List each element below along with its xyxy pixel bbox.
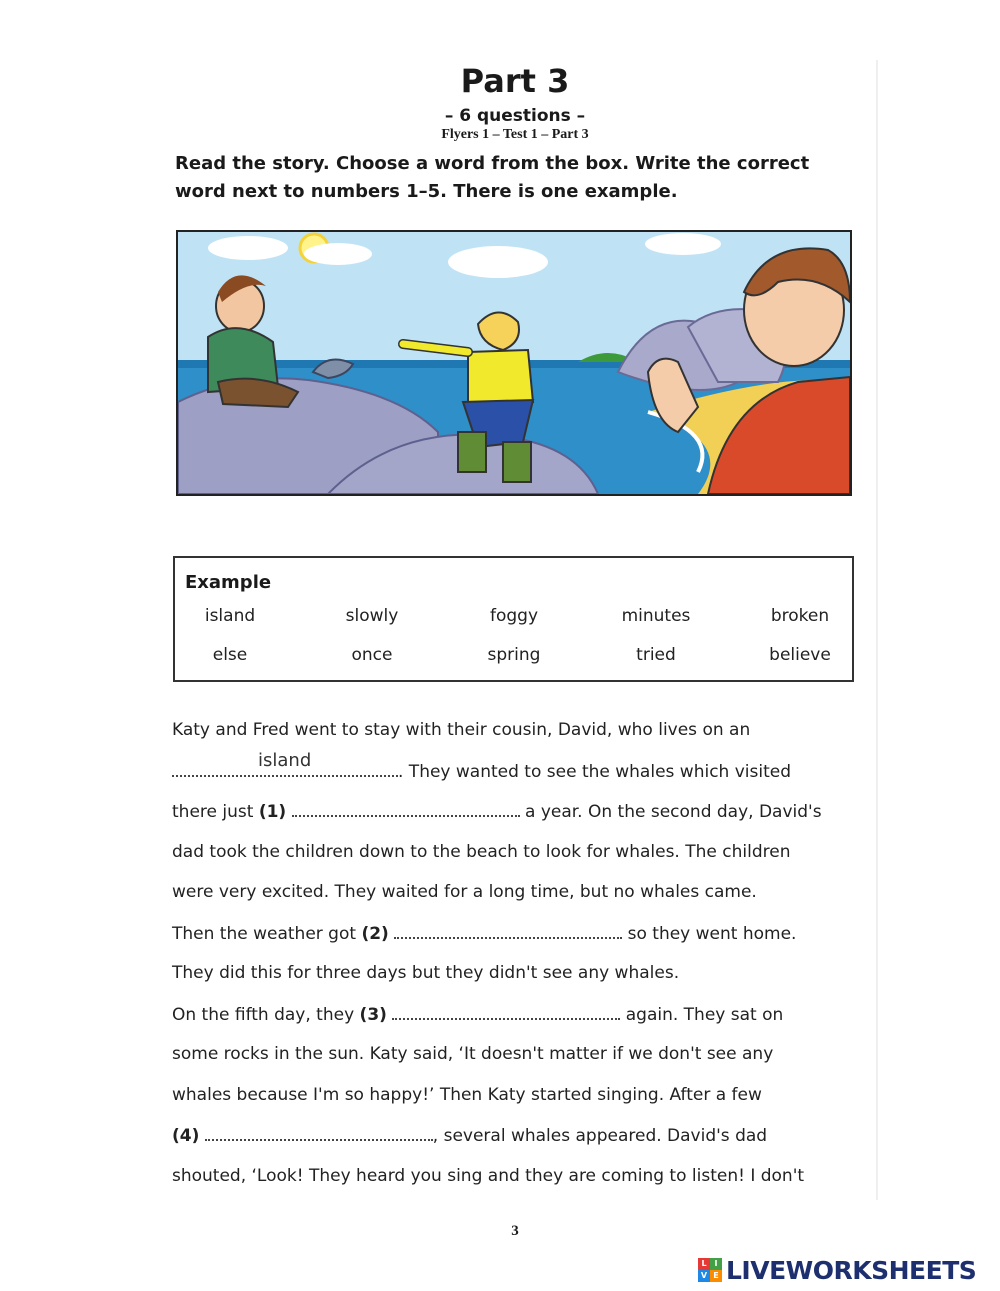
story-line [172,795,862,836]
story-line: whales because I'm so happy!’ Then Katy started singing. After a few [172,1084,762,1105]
story-line: shouted, ‘Look! They heard you sing and they are coming to listen! I don't [172,1165,805,1186]
word-minutes: minutes [621,606,691,626]
word-believe: believe [769,645,831,665]
word-spring: spring [487,645,541,665]
story-text-fragment: Then the weather got [172,923,362,944]
instructions: Read the story. Choose a word from the box. Write the correct word next to numbers 1–5. There is one example. [175,153,810,202]
answer-field-1[interactable] [292,795,520,817]
story-line [172,917,862,958]
liveworksheets-logo-icon: L I V E [698,1258,722,1282]
story-line: were very excited. They waited for a long time, but no whales came. [172,882,757,902]
question-count: – 6 questions – [444,106,586,126]
page-edge [876,60,878,1200]
story-line: Katy and Fred went to stay with their cousin, David, who lives on an [172,720,751,740]
story-text-fragment: . They wanted to see the whales which visited [398,761,792,782]
question-number-1: (1) [258,802,287,822]
story-line: some rocks in the sun. Katy said, ‘It doesn't matter if we don't see any [172,1044,774,1064]
story-text-fragment: so they went home. [622,923,797,944]
story-text [172,714,862,1200]
word-island: island [204,606,256,626]
word-foggy: foggy [489,606,539,626]
question-number-3: (3) [359,1004,387,1025]
answer-field-2[interactable] [394,917,622,939]
story-text-fragment: a year. On the second day, David's [519,802,822,822]
question-number-2: (2) [361,923,389,944]
logo-text: LIVEWORKSHEETS [726,1255,977,1285]
example-answer-field [172,749,398,777]
word-else: else [212,645,248,665]
question-number-4: (4) [172,1126,200,1146]
beach-scene-image [178,232,850,494]
word-box [173,556,854,682]
page-number: 3 [511,1223,519,1239]
word-tried: tried [636,645,676,665]
story-line [172,749,862,796]
story-text-fragment: there just [172,802,259,822]
word-broken: broken [770,606,830,626]
test-source: Flyers 1 – Test 1 – Part 3 [441,127,589,142]
page-title: Part 3 [460,62,570,100]
word-slowly: slowly [345,606,399,626]
story-line [172,998,862,1039]
story-line [172,1119,862,1160]
story-text-fragment: On the fifth day, they [172,1004,360,1025]
story-line: dad took the children down to the beach to look for whales. The children [172,841,791,862]
story-text-fragment: again. They sat on [620,1004,784,1025]
story-illustration [176,230,852,496]
liveworksheets-logo[interactable] [698,1256,976,1284]
story-text-fragment: , several whales appeared. David's dad [432,1126,768,1146]
word-once: once [351,645,393,665]
word-box-title: Example [185,572,272,593]
answer-field-3[interactable] [392,998,620,1020]
story-line: They did this for three days but they didn't see any whales. [172,963,680,983]
answer-field-4[interactable] [205,1119,433,1141]
example-answer: island [258,749,312,771]
